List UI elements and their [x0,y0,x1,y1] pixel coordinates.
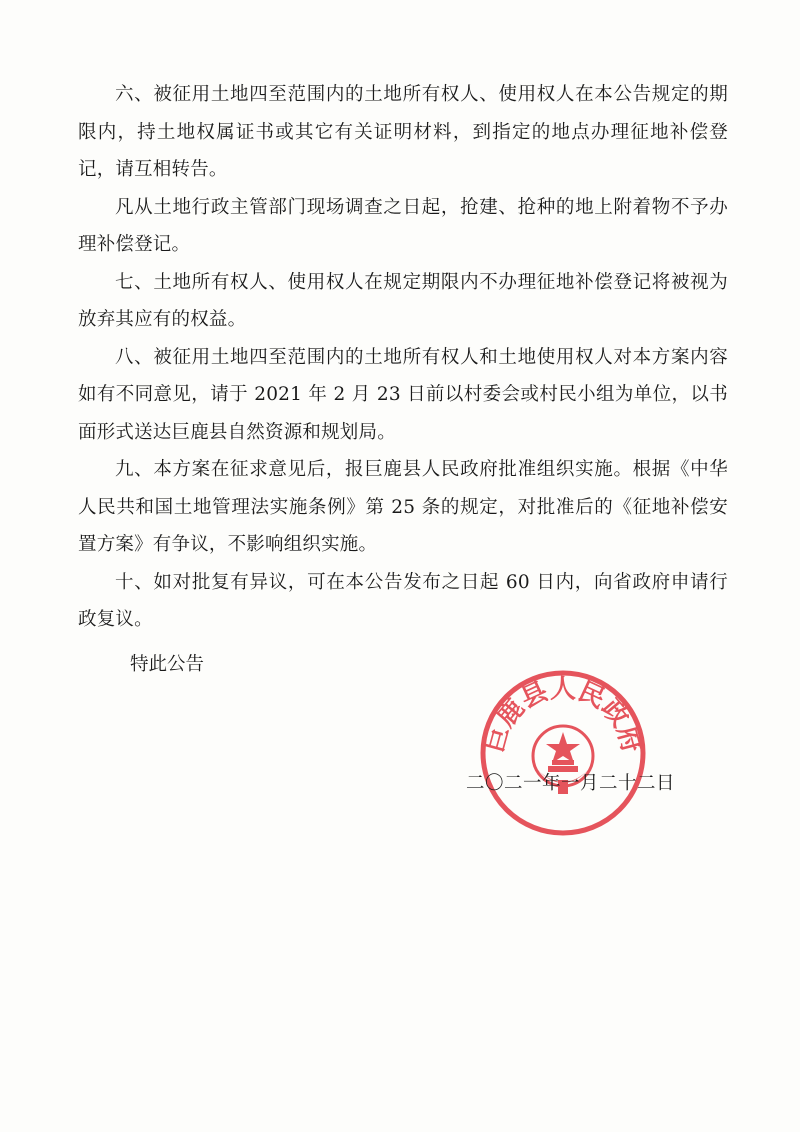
seal-text-path: 巨鹿县人民政府 [479,674,647,756]
document-body [78,76,728,639]
official-seal-icon [478,668,648,838]
paragraph-eight: 八、被征用土地四至范围内的土地所有权人和土地使用权人对本方案内容如有不同意见，请于 2021 年 2 月 23 日前以村委会或村民小组为单位，以书面形式送达巨鹿县自然资源和规划局。 [78,346,728,443]
document-date: 二〇二一年一月二十二日 [466,773,676,794]
paragraph-seven: 七、土地所有权人、使用权人在规定期限内不办理征地补偿登记将被视为放弃其应有的权益。 [78,271,728,330]
paragraph-nine: 九、本方案在征求意见后，报巨鹿县人民政府批准组织实施。根据《中华人民共和国土地管理法实施条例》第 25 条的规定，对批准后的《征地补偿安置方案》有争议，不影响组织实施。 [78,459,728,555]
closing-statement: 特此公告 [130,654,205,675]
paragraph-six-note: 凡从土地行政主管部门现场调查之日起，抢建、抢种的地上附着物不予办理补偿登记。 [78,196,728,255]
paragraph-six: 六、被征用土地四至范围内的土地所有权人、使用权人在本公告规定的期限内，持土地权属证书或其它有关证明材料，到指定的地点办理征地补偿登记，请互相转告。 [78,84,728,180]
paragraph-ten: 十、如对批复有异议，可在本公告发布之日起 60 日内，向省政府申请行政复议。 [78,571,728,630]
